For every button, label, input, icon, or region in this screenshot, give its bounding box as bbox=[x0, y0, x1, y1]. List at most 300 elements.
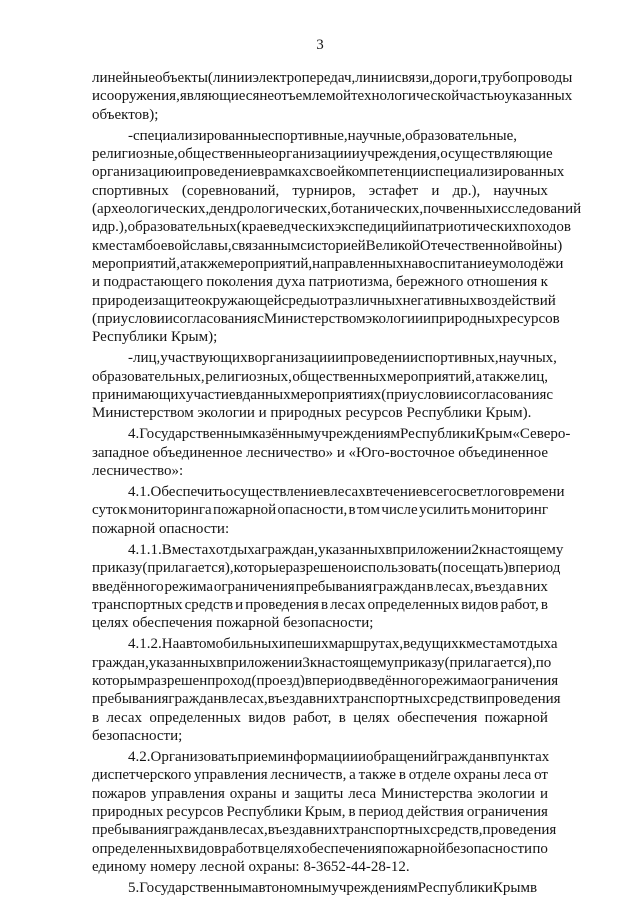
word: с bbox=[546, 387, 554, 403]
word: в bbox=[221, 691, 229, 707]
word: и bbox=[281, 786, 290, 802]
word: работ bbox=[221, 841, 258, 857]
word: в bbox=[257, 841, 265, 857]
word: Крым bbox=[475, 426, 513, 442]
word: пожарной bbox=[484, 710, 548, 726]
word: лесах bbox=[330, 597, 366, 613]
word: течение bbox=[372, 484, 423, 500]
word: - bbox=[128, 350, 133, 366]
word: «Юго-восточное bbox=[348, 445, 455, 461]
word: в bbox=[309, 691, 317, 707]
word: турниров, bbox=[292, 183, 356, 199]
word: лиц, bbox=[133, 350, 161, 366]
word: др.), bbox=[452, 183, 481, 199]
word: введённого bbox=[356, 673, 429, 689]
word: организации bbox=[254, 350, 336, 366]
word: объектов); bbox=[92, 107, 159, 123]
word: учреждениям bbox=[313, 426, 401, 442]
word: природных bbox=[431, 311, 503, 327]
word: введённого bbox=[92, 579, 164, 595]
word: связанным bbox=[231, 238, 301, 254]
word: и bbox=[92, 88, 101, 104]
word: период bbox=[515, 560, 561, 576]
word: отдыха bbox=[512, 636, 558, 652]
word: транспортных bbox=[339, 822, 431, 838]
word: духа bbox=[276, 274, 306, 290]
word: средств bbox=[430, 691, 479, 707]
word: маршрутах, bbox=[328, 636, 404, 652]
word: лесах, bbox=[228, 822, 268, 838]
word: специализированных bbox=[428, 164, 565, 180]
word: лиц, bbox=[520, 369, 548, 385]
word: связи, bbox=[394, 70, 434, 86]
word: различных bbox=[333, 293, 403, 309]
text-line bbox=[92, 500, 548, 520]
word: леса bbox=[503, 767, 532, 783]
word: Министерством bbox=[263, 311, 366, 327]
word: (при bbox=[381, 387, 410, 403]
word: (проезд) bbox=[251, 673, 305, 689]
word: и bbox=[235, 597, 244, 613]
word: определенных bbox=[367, 597, 460, 613]
word: к bbox=[540, 274, 548, 290]
text-line bbox=[92, 708, 548, 728]
word: Обеспечить bbox=[150, 484, 226, 500]
word: почвенных bbox=[423, 201, 494, 217]
word: на bbox=[403, 256, 419, 272]
word: компетенции bbox=[345, 164, 429, 180]
word: окружающей bbox=[197, 293, 282, 309]
word: образовательных bbox=[127, 219, 237, 235]
word: мероприятиях bbox=[290, 387, 382, 403]
word: обеспечения bbox=[397, 710, 478, 726]
word: спортивных, bbox=[418, 350, 499, 366]
text-line bbox=[92, 86, 573, 106]
word: и bbox=[144, 293, 153, 309]
word: них bbox=[316, 822, 340, 838]
word: в bbox=[348, 502, 356, 518]
word: режима bbox=[164, 579, 214, 595]
word: Республики bbox=[400, 426, 476, 442]
word: в bbox=[426, 579, 434, 595]
word: линии bbox=[355, 70, 395, 86]
word: Государственным bbox=[139, 426, 252, 442]
word: пребывания bbox=[295, 579, 373, 595]
word: въезда bbox=[474, 579, 516, 595]
word: ограничения bbox=[477, 673, 559, 689]
word: походов bbox=[519, 219, 571, 235]
word: и bbox=[423, 311, 432, 327]
word: ограничения bbox=[466, 804, 548, 820]
word: проведения bbox=[245, 597, 319, 613]
word: и bbox=[539, 786, 548, 802]
word: транспортных bbox=[92, 597, 183, 613]
word: дороги, bbox=[433, 70, 482, 86]
word: период bbox=[358, 804, 404, 820]
word: граждан bbox=[168, 691, 222, 707]
word: в bbox=[385, 542, 393, 558]
word: направленных bbox=[312, 256, 404, 272]
text-line bbox=[92, 653, 552, 673]
text-line bbox=[92, 181, 548, 201]
word: согласования bbox=[462, 387, 547, 403]
word: объединенное bbox=[152, 445, 243, 461]
word: том bbox=[356, 502, 381, 518]
word: мероприятий, bbox=[224, 256, 313, 272]
word: всего bbox=[422, 484, 457, 500]
text-line bbox=[92, 367, 548, 387]
word: отношения bbox=[466, 274, 538, 290]
word: Министерством экологии и природных ресурсов Республики Крым). bbox=[92, 405, 532, 421]
word: пеших bbox=[286, 636, 329, 652]
word: согласования bbox=[172, 311, 258, 327]
word: также bbox=[186, 256, 225, 272]
word: 4. bbox=[128, 426, 140, 442]
word: определенных bbox=[149, 710, 241, 726]
word: общественных bbox=[292, 369, 387, 385]
word: 3 bbox=[302, 655, 310, 671]
text-line bbox=[92, 162, 565, 182]
word: и bbox=[92, 274, 101, 290]
word: и bbox=[278, 636, 287, 652]
word: в bbox=[540, 597, 548, 613]
text-line bbox=[92, 671, 559, 691]
word: ресурсов bbox=[166, 804, 224, 820]
word: использовать bbox=[353, 560, 438, 576]
word: Республики Крым); bbox=[92, 329, 218, 345]
word: спортивные, bbox=[268, 128, 348, 144]
text-line bbox=[92, 613, 373, 633]
word: указанных bbox=[148, 655, 217, 671]
word: также bbox=[482, 369, 521, 385]
word: Крым, bbox=[304, 804, 346, 820]
word: в bbox=[398, 767, 406, 783]
word: пребывания bbox=[92, 822, 169, 838]
word: обеспечения bbox=[301, 841, 383, 857]
word: патриотических bbox=[417, 219, 520, 235]
word: боевой bbox=[145, 238, 190, 254]
word: организацию bbox=[92, 164, 176, 180]
text-line bbox=[92, 784, 548, 804]
word: общественные bbox=[177, 146, 272, 162]
word: 4.2. bbox=[128, 749, 151, 765]
word: линейные bbox=[92, 70, 155, 86]
word: режима bbox=[428, 673, 478, 689]
word: лесах bbox=[106, 710, 142, 726]
text-line bbox=[92, 68, 573, 88]
word: видов bbox=[183, 841, 222, 857]
word: рамках bbox=[264, 164, 310, 180]
word: в bbox=[221, 822, 229, 838]
word: частью bbox=[459, 88, 505, 104]
word: также bbox=[358, 767, 397, 783]
word: с bbox=[257, 311, 264, 327]
word: работ, bbox=[500, 597, 539, 613]
word: в bbox=[257, 164, 265, 180]
word: и bbox=[335, 350, 344, 366]
word: безопасности; bbox=[92, 728, 183, 744]
word: проведения bbox=[482, 822, 557, 838]
word: бережного bbox=[395, 274, 464, 290]
word: казённым bbox=[251, 426, 314, 442]
word: Отечественной bbox=[419, 238, 517, 254]
word: отдыха bbox=[215, 542, 262, 558]
text-line bbox=[92, 802, 548, 822]
word: средств, bbox=[430, 822, 483, 838]
word: приложении bbox=[392, 542, 472, 558]
word: экологии bbox=[477, 786, 536, 802]
word: являющиеся bbox=[179, 88, 260, 104]
word: и bbox=[175, 164, 184, 180]
word: средств bbox=[184, 597, 234, 613]
word: (соревнований, bbox=[181, 183, 280, 199]
word: опасности, bbox=[277, 502, 348, 518]
word: в bbox=[235, 387, 243, 403]
word: и bbox=[92, 219, 101, 235]
word: к bbox=[309, 655, 318, 671]
word: западное bbox=[92, 445, 150, 461]
word: научных, bbox=[498, 350, 557, 366]
word: лесах, bbox=[434, 579, 474, 595]
text-line bbox=[128, 747, 550, 767]
word: войны) bbox=[516, 238, 563, 254]
word: в bbox=[490, 749, 498, 765]
word: славы, bbox=[189, 238, 232, 254]
word: охраны bbox=[229, 786, 277, 802]
word: проведение bbox=[183, 164, 258, 180]
word: период bbox=[311, 673, 357, 689]
word: (прилагается), bbox=[142, 560, 234, 576]
word: мероприятий, bbox=[92, 256, 180, 272]
word: электропередач, bbox=[252, 70, 356, 86]
word: учреждения, bbox=[359, 146, 441, 162]
word: разрешено bbox=[285, 560, 354, 576]
word: в bbox=[323, 484, 331, 500]
text-line bbox=[92, 199, 582, 219]
word: в bbox=[304, 673, 312, 689]
text-line bbox=[92, 254, 564, 274]
word: граждан bbox=[437, 749, 491, 765]
word: к bbox=[458, 636, 467, 652]
word: а bbox=[475, 369, 483, 385]
text-line bbox=[92, 689, 561, 709]
text-line bbox=[92, 765, 548, 785]
word: На bbox=[161, 636, 180, 652]
word: экспедиций bbox=[334, 219, 410, 235]
text-line bbox=[92, 403, 531, 423]
word: местам bbox=[466, 636, 513, 652]
word: въезда bbox=[267, 822, 310, 838]
text-line bbox=[128, 482, 565, 502]
word: осуществляющие bbox=[440, 146, 553, 162]
word: и bbox=[336, 445, 345, 461]
word: данных bbox=[242, 387, 291, 403]
word: 2 bbox=[471, 542, 480, 558]
word: видов bbox=[248, 710, 286, 726]
word: др.), bbox=[100, 219, 128, 235]
word: прием bbox=[237, 749, 278, 765]
text-line bbox=[128, 634, 558, 654]
word: управления bbox=[194, 767, 268, 783]
text-line bbox=[92, 519, 229, 539]
word: них bbox=[316, 691, 340, 707]
word: природе bbox=[92, 293, 145, 309]
word: в bbox=[338, 710, 346, 726]
text-line bbox=[92, 577, 548, 597]
word: автомобильных bbox=[179, 636, 279, 652]
text-line bbox=[92, 595, 548, 615]
word: (прилагается), bbox=[444, 655, 536, 671]
text-line bbox=[92, 144, 553, 164]
text-line bbox=[92, 236, 563, 256]
word: осуществление bbox=[225, 484, 324, 500]
word: Республики bbox=[417, 880, 493, 896]
word: 4.1.1. bbox=[128, 542, 162, 558]
word: с bbox=[300, 238, 307, 254]
word: настоящему bbox=[486, 542, 564, 558]
text-line bbox=[92, 272, 548, 292]
text-line bbox=[92, 461, 183, 481]
word: исследований bbox=[493, 201, 582, 217]
word: въезда bbox=[267, 691, 310, 707]
word: лесах, bbox=[228, 691, 268, 707]
word: транспортных bbox=[339, 691, 431, 707]
word: приказу bbox=[394, 655, 445, 671]
word: граждан bbox=[168, 822, 222, 838]
word: (при bbox=[92, 311, 121, 327]
word: лесах bbox=[330, 484, 366, 500]
word: поколения bbox=[206, 274, 273, 290]
word: в bbox=[516, 579, 524, 595]
word: 5. bbox=[128, 880, 140, 896]
word: неотъемлемой bbox=[259, 88, 351, 104]
word: в bbox=[508, 560, 516, 576]
page-number: 3 bbox=[316, 37, 324, 53]
word: суток bbox=[92, 502, 128, 518]
text-line bbox=[92, 327, 217, 347]
word: лесничество»: bbox=[92, 463, 184, 479]
word: образовательных, bbox=[92, 369, 205, 385]
word: дендрологических, bbox=[209, 201, 331, 217]
word: защите bbox=[152, 293, 198, 309]
word: сооружения, bbox=[100, 88, 180, 104]
word: работ, bbox=[293, 710, 332, 726]
word: лесничество» bbox=[246, 445, 334, 461]
word: Организовать bbox=[150, 749, 238, 765]
word: отделе bbox=[408, 767, 451, 783]
word: определенных bbox=[92, 841, 184, 857]
text-line bbox=[92, 839, 548, 859]
word: проведении bbox=[343, 350, 419, 366]
word: ограничения bbox=[213, 579, 295, 595]
text-line bbox=[128, 878, 538, 898]
word: образовательные, bbox=[405, 128, 517, 144]
word: Великой bbox=[365, 238, 420, 254]
word: принимающих bbox=[92, 387, 186, 403]
word: в bbox=[320, 597, 329, 613]
word: пожарной опасности: bbox=[92, 521, 230, 537]
word: учреждениям bbox=[331, 880, 418, 896]
word: которым bbox=[92, 673, 147, 689]
word: видов bbox=[461, 597, 499, 613]
word: и bbox=[431, 183, 440, 199]
word: к bbox=[92, 238, 100, 254]
word: научные, bbox=[347, 128, 406, 144]
word: обращений bbox=[366, 749, 438, 765]
word: усилить bbox=[418, 502, 471, 518]
text-line bbox=[92, 726, 182, 746]
text-line bbox=[128, 348, 557, 368]
word: В bbox=[161, 542, 172, 558]
word: 4.1. bbox=[128, 484, 151, 500]
text-line bbox=[128, 540, 564, 560]
word: местам bbox=[99, 238, 146, 254]
word: Государственным bbox=[139, 880, 252, 896]
word: мониторинга bbox=[128, 502, 212, 518]
word: в bbox=[216, 655, 224, 671]
word: в bbox=[529, 880, 538, 896]
word: проход bbox=[207, 673, 252, 689]
word: по bbox=[535, 655, 552, 671]
word: указанных bbox=[504, 88, 573, 104]
word: леса bbox=[348, 786, 377, 802]
word: охраны bbox=[453, 767, 501, 783]
word: ресурсов bbox=[502, 311, 560, 327]
word: специализированные bbox=[133, 128, 268, 144]
word: объекты bbox=[155, 70, 208, 86]
word: среды bbox=[281, 293, 321, 309]
word: к bbox=[479, 542, 487, 558]
word: спортивных bbox=[92, 183, 169, 199]
word: единому номеру лесной охраны: 8-3652-44-28-12. bbox=[92, 859, 410, 875]
word: пребывания bbox=[92, 691, 169, 707]
word: негативных bbox=[402, 293, 478, 309]
word: которые bbox=[233, 560, 286, 576]
word: и bbox=[478, 691, 487, 707]
word: в bbox=[348, 804, 356, 820]
word: технологической bbox=[351, 88, 460, 104]
word: молодёжи bbox=[499, 256, 564, 272]
text-line bbox=[92, 291, 556, 311]
text-line bbox=[92, 217, 571, 237]
word: в bbox=[365, 484, 373, 500]
text-line bbox=[128, 424, 571, 444]
word: воздействий bbox=[477, 293, 556, 309]
word: светлого bbox=[456, 484, 512, 500]
word: и bbox=[351, 146, 360, 162]
text-line bbox=[92, 820, 557, 840]
word: 4.1.2. bbox=[128, 636, 162, 652]
word: времени bbox=[511, 484, 565, 500]
word: автономным bbox=[251, 880, 332, 896]
word: (краеведческих bbox=[236, 219, 335, 235]
word: в bbox=[92, 710, 100, 726]
word: диспетчерского bbox=[92, 767, 192, 783]
word: воспитание bbox=[418, 256, 492, 272]
text-line bbox=[128, 126, 517, 146]
text-line bbox=[92, 385, 554, 405]
word: приложении bbox=[223, 655, 303, 671]
word: научных bbox=[493, 183, 548, 199]
word: мероприятий, bbox=[387, 369, 476, 385]
word: действия bbox=[406, 804, 464, 820]
word: у bbox=[491, 256, 500, 272]
word: патриотизма, bbox=[308, 274, 393, 290]
word: (посещать) bbox=[437, 560, 509, 576]
word: разрешен bbox=[146, 673, 208, 689]
word: приказу bbox=[92, 560, 143, 576]
word: Министерства bbox=[381, 786, 473, 802]
